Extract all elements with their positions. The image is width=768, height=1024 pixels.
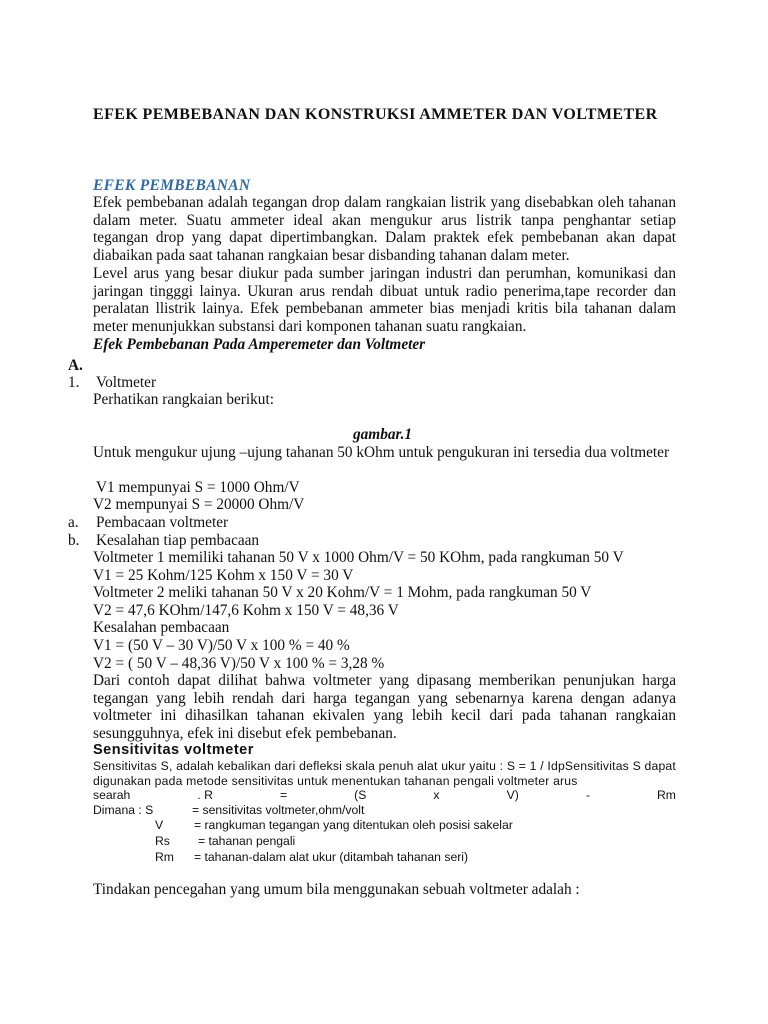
level-paragraph: Level arus yang besar diukur pada sumber jaringan industri dan perumhan, komunikasi dan jaringan tingggi lainya. Ukuran arus rendah dibuat untuk radio penerima,tape recorder dan peralatan llistrik lainya. Efek pembebanan ammeter bias menjadi kritis bila tahanan dalam meter menunjukkan substansi dari komponen tahanan suatu rangkaian. [93,265,676,335]
conclusion-paragraph: Dari contoh dapat dilihat bahwa voltmeter yang dipasang memberikan penunjukan harga tegangan yang lebih rendah dari harga tegangan yang sebenarnya karena dengan adanya voltmeter ini dihasilkan tahanan ekivalen yang lebih kecil dari pada tahanan rangkaian sesungguhnya, efek ini disebut efek pembebanan. [93,672,676,742]
document-title: EFEK PEMBEBANAN DAN KONSTRUKSI AMMETER DAN VOLTMETER [93,106,658,123]
measure-paragraph: Untuk mengukur ujung –ujung tahanan 50 kOhm untuk pengukuran ini tersedia dua voltmeter [93,444,670,461]
sub-heading: Efek Pembebanan Pada Amperemeter dan Voltmeter [93,336,426,353]
section-heading: EFEK PEMBEBANAN [93,177,251,194]
item-a-label: a. [68,514,79,531]
closing-line: Tindakan pencegahan yang umum bila menggunakan sebuah voltmeter adalah : [93,881,580,898]
formula-token: Rm [656,788,676,802]
v2-spec: V2 mempunyai S = 20000 Ohm/V [93,496,305,513]
label-a: A. [68,357,83,374]
calc-line: V1 = (50 V – 30 V)/50 V x 100 % = 40 % [93,637,350,654]
calc-line: V2 = 47,6 KOhm/147,6 Kohm x 150 V = 48,36 V [93,602,399,619]
definition-symbol: Rm [155,850,174,864]
definition-symbol: Rs [155,834,170,848]
v1-spec: V1 mempunyai S = 1000 Ohm/V [96,479,300,496]
item-1-text: Voltmeter [96,374,157,391]
formula-token: . R [197,788,213,802]
calc-line: V1 = 25 Kohm/125 Kohm x 150 V = 30 V [93,567,354,584]
calc-line: Kesalahan pembacaan [93,619,230,636]
definition-symbol: Dimana : S [93,803,154,817]
formula-token: x [433,788,440,802]
item-b-label: b. [68,532,80,549]
definition-meaning: = tahanan pengali [198,834,296,848]
formula-token: searah [93,788,131,802]
perhatikan-line: Perhatikan rangkaian berikut: [93,391,274,408]
formula-token: = [279,788,288,802]
item-a-text: Pembacaan voltmeter [96,514,229,531]
formula-row [93,788,676,803]
formula-token: - [585,788,590,802]
sensitivity-heading: Sensitivitas voltmeter [93,742,254,758]
definition-meaning: = tahanan-dalam alat ukur (ditambah tahanan seri) [194,850,469,864]
figure-caption: gambar.1 [353,426,413,443]
formula-token: (S [354,788,367,802]
definition-meaning: = sensitivitas voltmeter,ohm/volt [192,803,365,817]
item-b-text: Kesalahan tiap pembacaan [96,532,260,549]
calc-line: Voltmeter 2 meliki tahanan 50 V x 20 Kohm/V = 1 Mohm, pada rangkuman 50 V [93,584,592,601]
item-1-number: 1. [68,374,80,391]
definition-symbol: V [155,818,164,832]
sensitivity-paragraph: Sensitivitas S, adalah kebalikan dari defleksi skala penuh alat ukur yaitu : S = 1 / IdpSensitivitas S dapat digunakan pada metode sensitivitas untuk menentukan tahanan pengali voltmeter arus [93,759,676,788]
formula-token: V) [506,788,519,802]
calc-line: V2 = ( 50 V – 48,36 V)/50 V x 100 % = 3,28 % [93,655,385,672]
intro-paragraph: Efek pembebanan adalah tegangan drop dalam rangkaian listrik yang disebabkan oleh tahanan dalam meter. Suatu ammeter ideal akan mengukur arus listrik tanpa penghantar setiap tegangan drop yang dapat dipertimbangkan. Dalam praktek efek pembebanan akan dapat diabaikan pada saat tahanan rangkaian besar disbanding tahanan dalam meter. [93,194,676,264]
definition-meaning: = rangkuman tegangan yang ditentukan oleh posisi sakelar [194,818,513,832]
calc-line: Voltmeter 1 memiliki tahanan 50 V x 1000 Ohm/V = 50 KOhm, pada rangkuman 50 V [93,549,624,566]
